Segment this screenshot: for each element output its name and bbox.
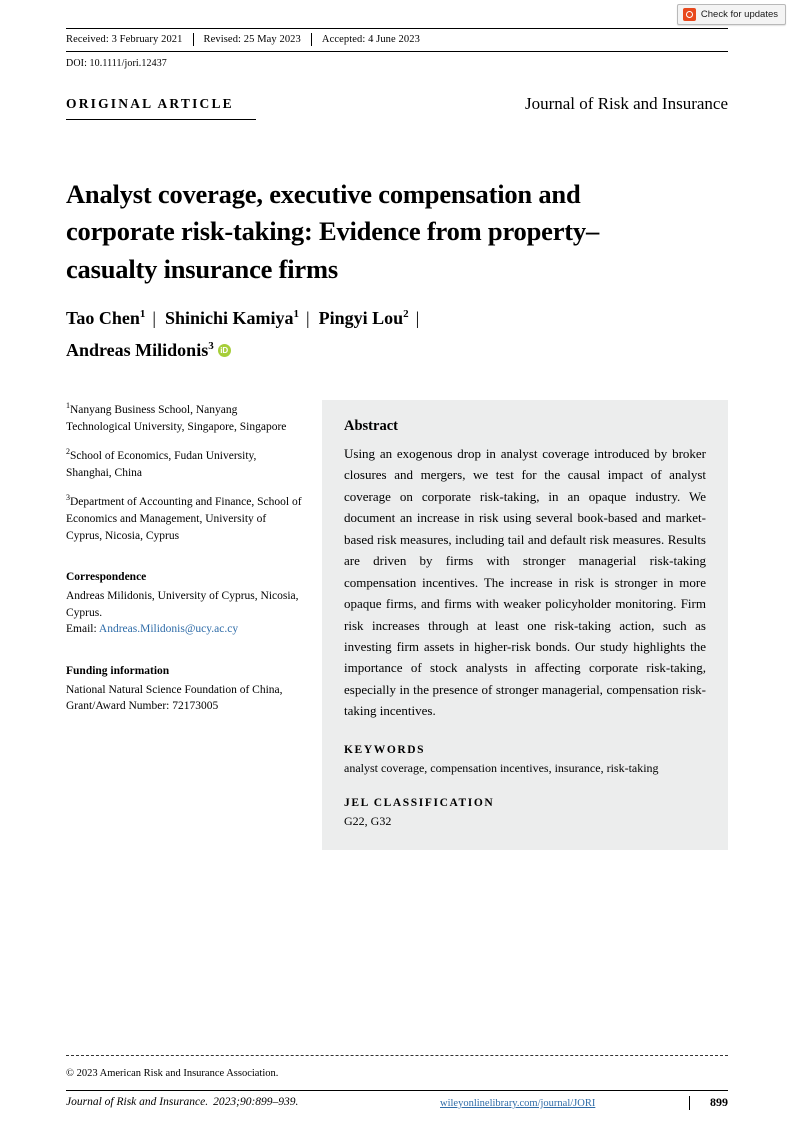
header-bottom-rule	[66, 51, 728, 52]
received-date: Received: 3 February 2021	[66, 34, 183, 45]
author-entry[interactable]	[319, 308, 409, 328]
page-number: 899	[710, 1095, 728, 1109]
email-link[interactable]: Andreas.Milidonis@ucy.ac.cy	[98, 623, 239, 636]
doi-text[interactable]: DOI: 10.1111/jori.12437	[66, 58, 167, 69]
affiliation-text: Nanyang Business School, Nanyang Technological University, Singapore, Singapore	[66, 403, 287, 433]
spacer	[66, 649, 304, 657]
funding-heading: Funding information	[66, 664, 170, 677]
orcid-icon[interactable]	[218, 344, 231, 357]
revised-date: Revised: 25 May 2023	[203, 34, 301, 45]
affiliation-marker: 3	[66, 493, 70, 503]
author-divider: |	[152, 308, 156, 328]
affiliation-item	[66, 492, 304, 544]
check-for-updates-badge[interactable]	[677, 4, 786, 25]
author-affiliation-marker: 2	[403, 308, 409, 320]
author-affiliation-marker: 3	[208, 339, 214, 352]
author-affiliation-marker: 1	[293, 308, 300, 320]
copyright-text: © 2023 American Risk and Insurance Association.	[66, 1068, 279, 1079]
funding-text: National Natural Science Foundation of China, Grant/Award Number: 72173005	[66, 683, 283, 713]
correspondence-body: Andreas Milidonis, University of Cyprus, Nicosia, Cyprus.	[66, 589, 299, 619]
abstract-heading: Abstract	[344, 418, 398, 434]
journal-title: Journal of Risk and Insurance	[524, 94, 728, 113]
journal-url-link[interactable]: wileyonlinelibrary.com/journal/JORI	[440, 1098, 596, 1109]
keywords-body: analyst coverage, compensation incentives, insurance, risk-taking	[344, 760, 659, 775]
correspondence-text	[66, 588, 304, 638]
page-title: Analyst coverage, executive compensation and corporate risk-taking: Evidence from property–casualty insurance firms	[66, 178, 599, 284]
footer-citation	[66, 1096, 728, 1108]
footer-citation-detail: 2023;90:899–939.	[213, 1096, 299, 1108]
correspondence-heading: Correspondence	[66, 571, 147, 584]
author-name: Shinichi Kamiya	[164, 308, 294, 328]
jel-body: G22, G32	[344, 814, 392, 829]
author-name: Andreas Milidonis	[66, 339, 209, 360]
jel-heading: JEL CLASSIFICATION	[344, 797, 495, 810]
author-name: Pingyi Lou	[318, 308, 404, 328]
affiliation-item	[66, 446, 304, 481]
author-entry[interactable]	[165, 308, 299, 328]
author-affiliation-marker: 1	[139, 308, 146, 320]
article-type-label: ORIGINAL ARTICLE	[66, 96, 234, 111]
affiliation-text: School of Economics, Fudan University, Shanghai, China	[66, 450, 257, 479]
publication-dates	[66, 33, 728, 46]
affiliation-marker: 1	[66, 401, 70, 410]
affiliation-text: Department of Accounting and Finance, School of Economics and Management, University of Cyprus, Nicosia, Cyprus	[66, 496, 302, 542]
check-for-updates-label: Check for updates	[700, 9, 778, 20]
abstract-panel	[322, 400, 728, 850]
spacer	[66, 555, 304, 563]
footer-divider	[689, 1096, 690, 1110]
affiliation-marker: 2	[66, 447, 70, 457]
header-top-rule	[66, 28, 728, 29]
accepted-date: Accepted: 4 June 2023	[321, 34, 420, 45]
abstract-body: Using an exogenous drop in analyst coverage introduced by broker closures and mergers, we test for the causal impact of analyst coverage on corporate risk-taking, in an opaque industry. We document an increase in risk using several book-based and market-based risk measures, including tail and default risk measures. Results are driven by firms with stronger managerial risk-taking compensation incentives. The increase in risk is stronger in more opaque firms, and firms with weaker policyholder monitoring. Firm risk increases through at least one risk-taking action, such as investing firm assets in higher-risk bonds. Our study highlights the importance of stock analysts in affecting corporate risk-taking, especially in the presence of stronger managerial, compensation risk-taking incentives.	[344, 446, 706, 719]
keywords-heading: KEYWORDS	[344, 743, 426, 756]
footer-rule	[66, 1090, 728, 1091]
footer-dashed-rule	[66, 1055, 728, 1056]
footer-journal-name: Journal of Risk and Insurance.	[66, 1096, 209, 1108]
affiliations-column	[66, 400, 304, 726]
author-entry[interactable]	[66, 308, 145, 328]
author-list	[66, 303, 706, 366]
author-divider: |	[415, 308, 420, 328]
affiliation-item	[66, 400, 304, 435]
author-entry[interactable]	[66, 340, 214, 360]
author-divider: |	[306, 308, 310, 328]
article-type-underline	[66, 119, 256, 120]
author-name: Tao Chen	[66, 308, 140, 328]
crossmark-icon	[683, 8, 696, 21]
email-label: Email:	[66, 623, 97, 636]
